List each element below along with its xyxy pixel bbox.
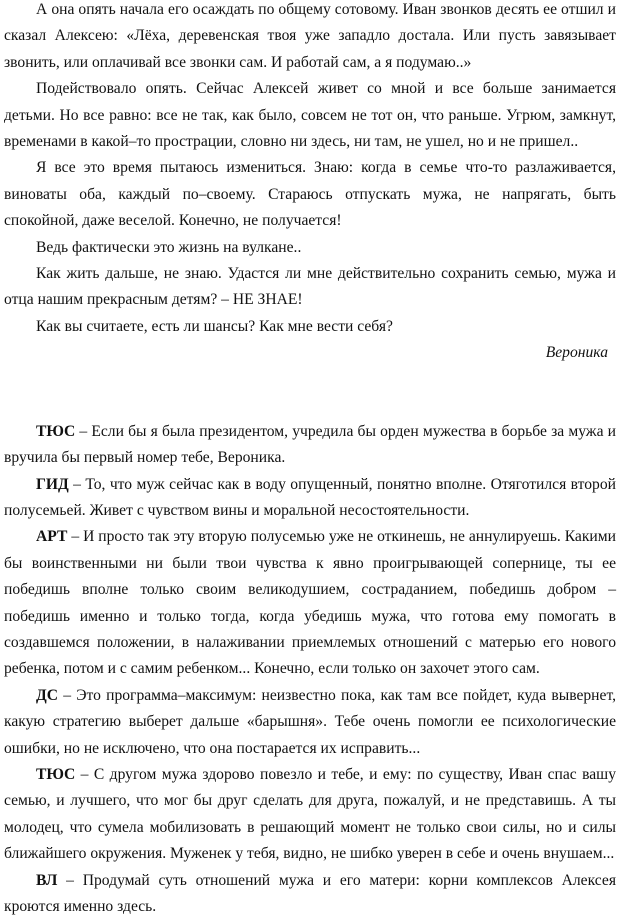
- reply-text: – Продумай суть отношений мужа и его матери: корни комплексов Алексея кроются именно здесь.: [4, 871, 616, 915]
- reply-text: – То, что муж сейчас как в воду опущенный, понятно вполне. Отяготился второй полусемьей. Живет с чувством вины и моральной несостоятельности.: [4, 475, 616, 519]
- letter-paragraph-3: Я все это время пытаюсь измениться. Знаю: когда в семье что-то разлаживается, виноваты оба, каждый по–своему. Стараюсь отпускать мужа, не напрягать, быть спокойной, даже веселой. Конечно, не получается!: [4, 159, 616, 230]
- speaker-label: АРТ: [36, 528, 68, 546]
- reply-paragraph-5: [4, 762, 616, 868]
- section-gap: [4, 367, 616, 419]
- speaker-label: ГИД: [36, 475, 69, 493]
- reply-paragraph-3: [4, 524, 616, 682]
- letter-paragraph-2: Подействовало опять. Сейчас Алексей живет со мной и все больше занимается детьми. Но все равно: все не так, как было, совсем не тот он, что раньше. Угрюм, замкнут, временами в какой–то прострации, словно ни здесь, ни там, не ушел, но и не пришел..: [4, 80, 616, 151]
- reply-paragraph-6: [4, 868, 616, 920]
- speaker-label: ТЮС: [36, 422, 76, 440]
- letter-signature: Вероника: [545, 344, 608, 362]
- reply-paragraph-1: [4, 419, 616, 472]
- speaker-label: ТЮС: [36, 765, 76, 783]
- reply-paragraph-4: [4, 683, 616, 762]
- letter-paragraph-4: Ведь фактически это жизнь на вулкане..: [36, 238, 302, 256]
- reply-text: – И просто так эту вторую полусемью уже не откинешь, не аннулируешь. Какими бы воинственными ни были твои чувства к явно проигрывающей сопернице, ты ее победишь вполне только своим великодушием, состраданием, победишь добром – победишь именно и только тогда, когда убедишь мужа, что готова ему помогать в создавшемся положении, в налаживании приемлемых отношений с матерью его нового ребенка, потом и с самим ребенком... Конечно, если только он захочет этого сам.: [4, 528, 616, 678]
- reply-text: – Если бы я была президентом, учредила бы орден мужества в борьбе за мужа и вручила бы первый номер тебе, Вероника.: [4, 422, 616, 467]
- reply-text: – С другом мужа здорово повезло и тебе, и ему: по существу, Иван спас вашу семью, и лучшего, что мог бы друг сделать для друга, пожалуй, и не представишь. А ты молодец, что сумела мобилизовать в решающий момент не только свои силы, но и силы ближайшего окружения. Муженек у тебя, видно, не шибко уверен в себе и очень внушаем...: [4, 765, 616, 863]
- reply-text: – Это программа–максимум: неизвестно пока, как там все пойдет, куда вывернет, какую стратегию выберет дальше «барышня». Тебе очень помогли ее психологические ошибки, но не исключено, что она постарается их исправить...: [4, 686, 616, 757]
- letter-paragraph-5: Как жить дальше, не знаю. Удастся ли мне действительно сохранить семью, мужа и отца нашим прекрасным детям? – НЕ ЗНАЕ!: [4, 265, 616, 309]
- letter-paragraph-6: Как вы считаете, есть ли шансы? Как мне вести себя?: [36, 317, 393, 335]
- speaker-label: ДС: [36, 686, 58, 704]
- reply-paragraph-2: [4, 472, 616, 525]
- speaker-label: ВЛ: [36, 871, 58, 889]
- letter-paragraph-1: А она опять начала его осаждать по общему сотовому. Иван звонков десять ее отшил и сказал Алексею: «Лёха, деревенская твоя уже западло достала. Или пусть завязывает звонить, или оплачивай все звонки сам. И работай сам, а я подумаю..»: [4, 1, 616, 71]
